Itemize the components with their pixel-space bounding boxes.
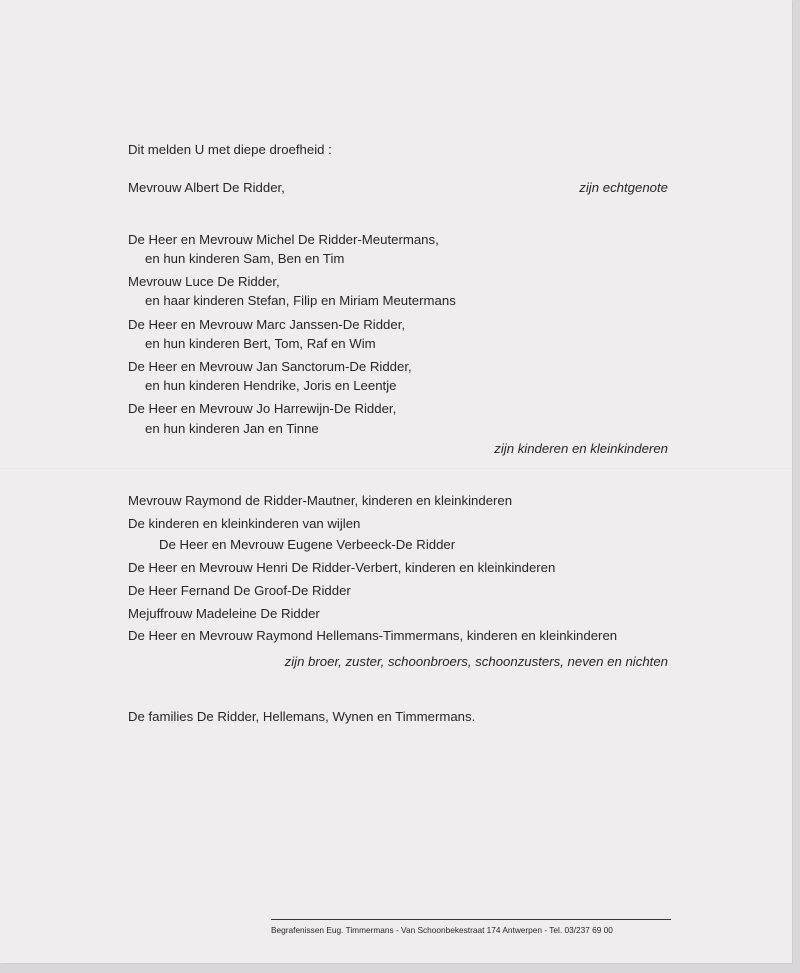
- child-entry-4-sub: en hun kinderen Hendrike, Joris en Leentje: [145, 378, 397, 393]
- undertaker-footer: Begrafenissen Eug. Timmermans - Van Schoonbekestraat 174 Antwerpen - Tel. 03/237 69 00: [271, 925, 613, 935]
- child-entry-1: De Heer en Mevrouw Michel De Ridder-Meutermans,: [128, 232, 439, 247]
- sibling-entry-6: De Heer en Mevrouw Raymond Hellemans-Timmermans, kinderen en kleinkinderen: [128, 628, 618, 643]
- child-entry-1-sub: en hun kinderen Sam, Ben en Tim: [145, 251, 345, 266]
- children-role: zijn kinderen en kleinkinderen: [494, 441, 668, 456]
- sibling-entry-1: Mevrouw Raymond de Ridder-Mautner, kinderen en kleinkinderen: [128, 493, 513, 508]
- sibling-entry-3: De Heer en Mevrouw Henri De Ridder-Verbert, kinderen en kleinkinderen: [128, 560, 556, 575]
- child-entry-2: Mevrouw Luce De Ridder,: [128, 274, 280, 289]
- siblings-role: zijn broer, zuster, schoonbroers, schoonzusters, neven en nichten: [284, 654, 668, 669]
- intro-text: Dit melden U met diepe droefheid :: [128, 142, 332, 157]
- child-entry-3-sub: en hun kinderen Bert, Tom, Raf en Wim: [145, 336, 376, 351]
- child-entry-2-sub: en haar kinderen Stefan, Filip en Miriam Meutermans: [145, 293, 456, 308]
- footer-rule: [271, 919, 671, 920]
- fold-crease: [0, 468, 792, 470]
- sibling-entry-2-sub: De Heer en Mevrouw Eugene Verbeeck-De Ridder: [159, 537, 456, 552]
- sibling-entry-2: De kinderen en kleinkinderen van wijlen: [128, 516, 361, 531]
- families-text: De families De Ridder, Hellemans, Wynen en Timmermans.: [128, 709, 476, 724]
- spouse-name: Mevrouw Albert De Ridder,: [128, 180, 285, 195]
- sibling-entry-5: Mejuffrouw Madeleine De Ridder: [128, 606, 320, 621]
- child-entry-5: De Heer en Mevrouw Jo Harrewijn-De Ridder,: [128, 401, 397, 416]
- spouse-role: zijn echtgenote: [579, 180, 668, 195]
- child-entry-3: De Heer en Mevrouw Marc Janssen-De Ridder,: [128, 317, 406, 332]
- child-entry-4: De Heer en Mevrouw Jan Sanctorum-De Ridder,: [128, 359, 412, 374]
- child-entry-5-sub: en hun kinderen Jan en Tinne: [145, 421, 319, 436]
- sibling-entry-4: De Heer Fernand De Groof-De Ridder: [128, 583, 351, 598]
